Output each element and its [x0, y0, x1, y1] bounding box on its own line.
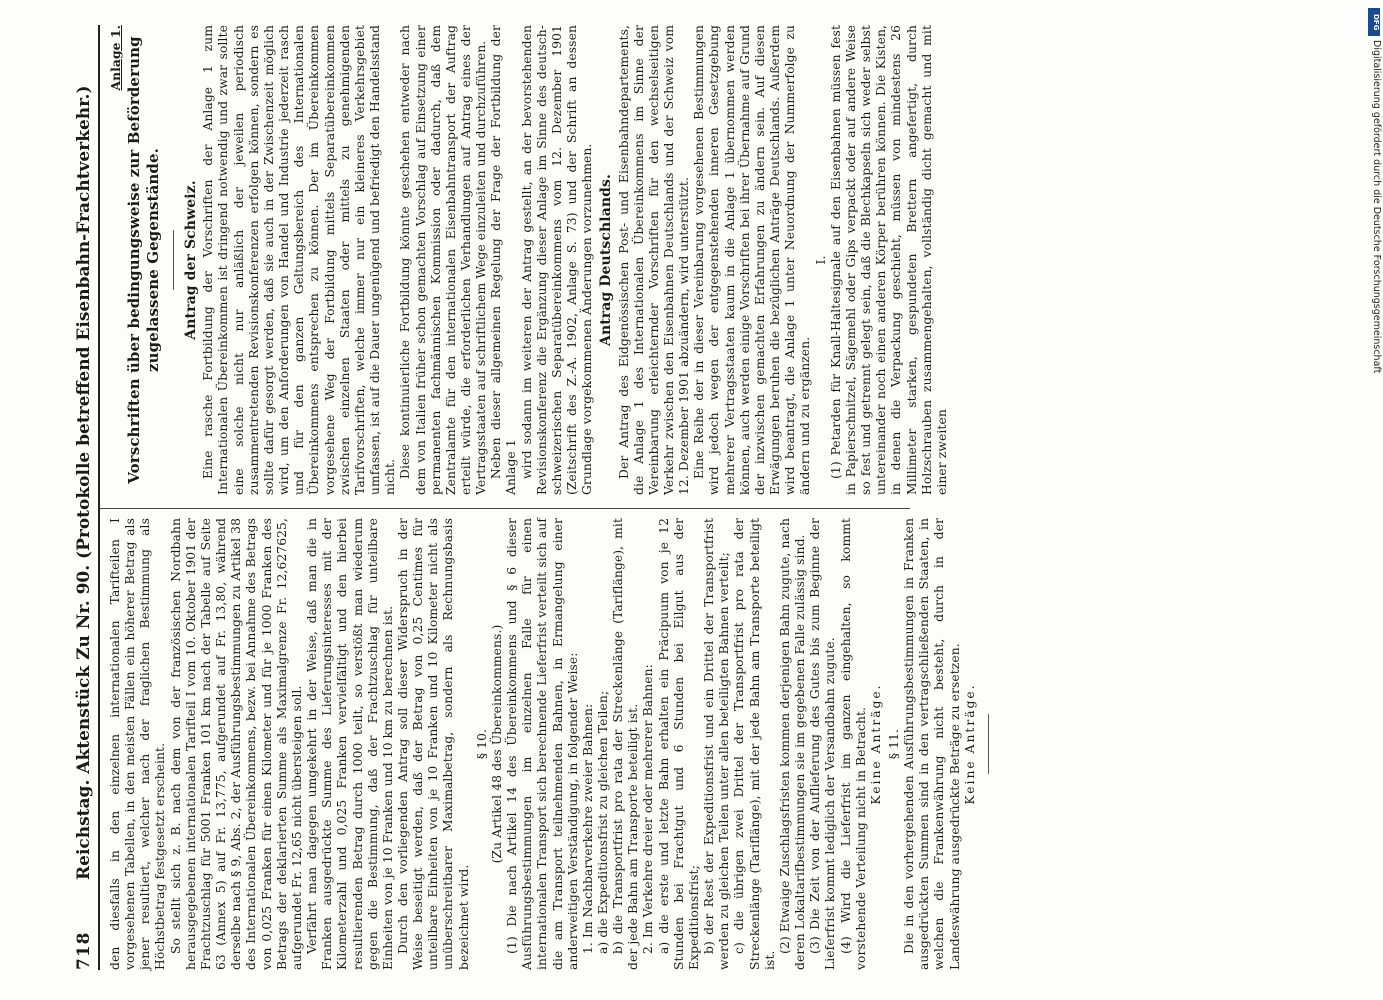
paragraph: wird sodann im weiteren der Antrag gestellt, an der bevorstehenden Revisionskonferenz die Ergänzung dieser Anlage im Sinne des deutsch-schweizerischen Separatübereinkommens vom 12. Dezember 1901 (Zeitschrift des Z.-A. 1902, Anlage S. 73) und der Schrift an dessen Grundlage vorgekommenen Änderungen vorzunehmen. — [519, 25, 595, 495]
paragraph: (1) Petarden für Knall-Haltesignale auf den Eisenbahnen müssen fest in Papierschnitzel, Sägemehl oder Gips verpackt oder auf andere Weise so fest und getrennt gelegt sein, daß die Blechkapseln sich weder selbst untereinander noch einen anderen Körper berühren können. Die Kisten, in denen die Verpackung geschieht, müssen von mindestens 26 Millimeter starken, gespundeten Brettern angefertigt, durch Holzschrauben zusammengehalten, vollständig dicht gemacht und mit einer zweiten — [828, 25, 949, 495]
paragraph: Eine Reihe der in dieser Vereinbarung vorgesehenen Bestimmungen wird jedoch wegen der entgegenstehenden inneren Gesetzgebung mehrerer Vertragsstaaten kaum in die Anlage 1 übernommen werden können, auch werden einige Vorschriften bei ihrer Übernahme auf Grund der inzwischen gemachten Erfahrungen zu ändern sein. Auf diesen Erwägungen beruhen die bezüglichen Anträge Deutschlands. Außerdem wird beantragt, die Anlage 1 unter Neuordnung der Nummerfolge zu ändern und zu ergänzen. — [692, 25, 813, 495]
section-subheading: (Zu Artikel 48 des Übereinkommens.) — [489, 624, 504, 864]
page-header — [72, 25, 100, 970]
paragraph: Der Antrag des Eidgenössischen Post- und Eisenbahndepartements, die Anlage 1 des Internationalen Übereinkommens im Sinne der Vereinbarung erleichternder Vorschriften für den wechselseitigen Verkehr zwischen den Eisenbahnen Deutschlands und der Schweiz vom 12. Dezember 1901 abzuändern, wird unterstützt. — [616, 25, 692, 495]
paragraph: Eine rasche Fortbildung der Vorschriften der Anlage 1 zum Internationalen Übereinkommen ist dringend notwendig und zwar sollte eine solche nicht nur anläßlich der jeweilen periodisch zusammentretenden Revisionskonferenzen erfolgen können, sondern es sollte dafür gesorgt werden, daß sie auch in der Zwischenzeit möglich wird, um den Anforderungen von Handel und Industrie jederzeit rasch und für den ganzen Geltungsbereich des Internationalen Übereinkommens entsprechen zu können. Der im Übereinkommen vorgesehene Weg der Fortbildung mittels Separatübereinkommen zwischen einzelnen Staaten oder mittels zu genehmigenden Tarifvorschriften, welche immer nur ein kleineres Verkehrsgebiet umfassen, ist auf die Dauer ungenügend und befriedigt den Handelsstand nicht. — [201, 25, 398, 495]
right-column — [108, 25, 950, 495]
separator — [988, 714, 989, 774]
paragraph: (1) Die nach Artikel 14 des Übereinkommens und § 6 dieser Ausführungsbestimmungen im einzelnen Falle für einen internationalen Transport sich berechnende Lieferfrist verteilt sich auf die am Transport teilnehmenden Bahnen, in Ermangelung einer anderweitigen Verständigung, in folgender Weise: — [505, 518, 580, 970]
appendix-title: Vorschriften über bedingungsweise zur Beförderung zugelassene Gegenstände. — [125, 36, 163, 484]
list-item: b) der Rest der Expeditionsfrist und ein Drittel der Transportfrist werden zu gleichen Teilen unter allen beteiligten Bahnen verteilt; — [702, 518, 732, 970]
section-heading-10: § 10. — [474, 728, 489, 760]
separator — [173, 230, 174, 290]
paragraph: Verfährt man dagegen umgekehrt in der Weise, daß man die in Franken ausgedrückte Summe des Lieferungsinteresses mit der Kilometerzahl und 0,025 Franken vervielfältigt und den hierbei resultierenden Betrag durch 1000 teilt, so verstößt man wiederum gegen die Bestimmung, daß der Frachtzuschlag für unteilbare Einheiten von je 10 Franken und 10 km zu berechnen ist. — [305, 518, 395, 970]
no-motions-note: Keine Anträge. — [868, 683, 883, 805]
list-item: a) die Expeditionsfrist zu gleichen Teilen; — [596, 690, 610, 954]
left-column — [108, 518, 999, 970]
paragraph: Diese kontinuierliche Fortbildung könnte geschehen entweder nach dem von Italien früher schon gemachten Vorschlag auf Einsetzung einer permanenten fachmännischen Kommission oder dadurch, daß dem Zentralamte für den internationalen Eisenbahntransport der Auftrag erteilt würde, die erforderlichen Verhandlungen auf Antrag eines der Vertragsstaaten auf schriftlichem Wege einzuleiten und durchzuführen. — [398, 25, 489, 495]
paragraph: Die in den vorhergehenden Ausführungsbestimmungen in Franken ausgedrückten Summen sind in den vertragschließenden Staaten, in welchen die Frankenwährung nicht besteht, durch in der Landeswährung ausgedrückte Beträge zu ersetzen. — [902, 518, 962, 970]
paragraph: So stellt sich z. B. nach dem von der französischen Nordbahn herausgegebenen internationalen Tarifteil I vom 10. Oktober 1901 der Frachtzuschlag für 5001 Franken 101 km nach der Tabelle auf Seite 63 (Annex 5) auf Fr. 13,775, aufgerundet auf Fr. 13,80, während derselbe nach § 9, Abs. 2, der Ausführungsbestimmungen zu Artikel 38 des Internationalen Übereinkommens, bezw. bei Annahme des Betrags von 0,025 Franken für einen Kilometer und für je 1000 Franken des Betrags der deklarierten Summe als Maximalgrenze Fr. 12,627625, aufgerundet Fr. 12,65 nicht übersteigen soll. — [168, 518, 304, 970]
digitization-note: Digitalisierung gefördert durch die Deutsche Forschungsgemeinschaft — [1371, 40, 1382, 374]
roman-numeral-heading: I. — [813, 255, 828, 265]
paragraph: den diesfalls in den einzelnen internationalen Tarifteilen I vorgesehenen Tabellen, in den meisten Fällen ein höherer Betrag als jener resultiert, welcher nach der fraglichen Bestimmung als Höchstbetrag festgesetzt erscheint. — [108, 518, 168, 970]
motion-heading-germany: Antrag Deutschlands. — [598, 174, 615, 347]
list-item: 1. Im Nachbarverkehre zweier Bahnen: — [580, 703, 595, 954]
list-item: 2. Im Verkehre dreier oder mehrerer Bahnen: — [641, 664, 656, 954]
motion-heading-switzerland: Antrag der Schweiz. — [183, 180, 200, 340]
page-number: 718 — [74, 931, 94, 970]
appendix-label: Anlage 1. — [108, 25, 123, 91]
paragraph: Durch den vorliegenden Antrag soll dieser Widerspruch in der Weise beseitigt werden, daß der Betrag von 0,25 Centimes für unteilbare Einheiten von je 10 Franken und 10 Kilometer nicht als unüberschreitbarer Maximalbetrag, sondern als Rechnungsbasis bezeichnet wird. — [395, 518, 471, 970]
list-item: c) die übrigen zwei Drittel der Transportfrist pro rata der Streckenlänge (Tariflänge), mit der jede Bahn am Transporte beteiligt ist. — [732, 518, 777, 970]
paragraph: (3) Die Zeit von der Auflieferung des Gutes bis zum Beginne der Lieferfrist kommt lediglich der Versandbahn zugute. — [808, 518, 838, 970]
paragraph: (4) Wird die Lieferfrist im ganzen eingehalten, so kommt vorstehende Verteilung nicht in Betracht. — [838, 518, 868, 970]
paragraph: Neben dieser allgemeinen Regelung der Frage der Fortbildung der Anlage 1 — [489, 25, 519, 495]
paragraph: (2) Etwaige Zuschlagsfristen kommen derjenigen Bahn zugute, nach deren Lokaltarifbestimmungen sie im gegebenen Falle zulässig sind. — [777, 518, 808, 970]
running-title: Reichstag. Aktenstück Zu Nr. 90. (Protokolle betreffend Eisenbahn-Frachtverkehr.) — [74, 85, 94, 880]
no-motions-note: Keine Anträge. — [962, 683, 977, 805]
list-item: b) die Transportfrist pro rata der Streckenlänge (Tariflänge), mit der jede Bahn am Transporte beteiligt ist. — [611, 518, 641, 970]
section-heading-11: § 11. — [886, 728, 901, 760]
list-item: a) die erste und letzte Bahn erhalten ein Präcipuum von je 12 Stunden bei Frachtgut und 6 Stunden bei Eilgut aus der Expeditionsfrist; — [656, 518, 701, 970]
dfg-logo: DFG — [1368, 8, 1380, 36]
column-divider — [100, 508, 910, 509]
